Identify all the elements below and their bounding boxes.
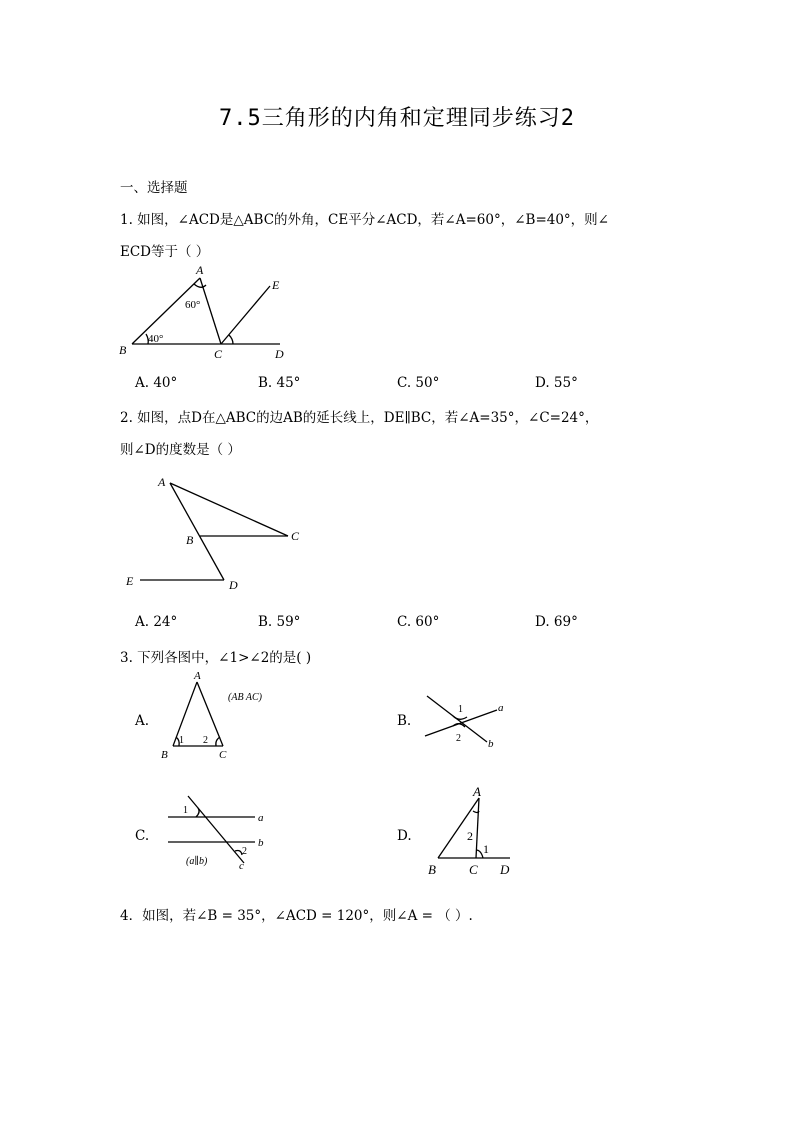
q3-option-a-figure (155, 668, 275, 763)
q3d-label-c: C (469, 862, 478, 877)
q3-option-d-figure (420, 780, 530, 880)
q2-option-b: B. 59° (258, 614, 301, 630)
page-title: 7.5三角形的内角和定理同步练习2 (219, 106, 575, 131)
q2-text-line2: 则∠D的度数是（ ） (120, 442, 241, 458)
q1-line-ba (132, 278, 200, 344)
q3a-label-b: B (161, 749, 168, 761)
q2-label-d: D (229, 578, 238, 592)
q3a-note: (AB AC) (228, 692, 262, 703)
q2-label-e: E (126, 574, 134, 588)
q2-text-line1: 2. 如图，点D在△ABC的边AB的延长线上，DE∥BC，若∠A=35°，∠C=24°， (120, 410, 599, 426)
q3c-transversal-c (188, 796, 244, 863)
q3d-label-d: D (500, 862, 510, 877)
q1-arc-a (194, 284, 206, 287)
section-heading: 一、选择题 (120, 180, 188, 196)
q3-option-c-figure (160, 788, 275, 873)
q3a-label-a: A (194, 670, 201, 682)
q1-label-b: B (119, 343, 127, 357)
q3b-label-a: a (498, 702, 504, 714)
q1-line-ce (221, 286, 270, 344)
q3-option-c-label: C. (135, 828, 150, 844)
q3b-arc-1 (453, 716, 467, 719)
q1-label-e: E (272, 278, 280, 292)
q2-label-c: C (291, 529, 300, 543)
q3a-angle-1: 1 (179, 735, 184, 746)
q3d-line-ab (438, 798, 479, 858)
q3c-angle-1: 1 (183, 805, 188, 816)
q1-line-ac (200, 278, 221, 344)
q1-text-line2: ECD等于（ ） (120, 244, 210, 260)
q3a-label-c: C (219, 749, 227, 761)
q3c-note: (a∥b) (186, 856, 208, 867)
q1-label-c: C (214, 347, 223, 361)
q3c-label-c: c (239, 860, 244, 872)
q1-angle-a-label: 60° (185, 299, 201, 311)
q1-text-line1: 1. 如图，∠ACD是△ABC的外角，CE平分∠ACD，若∠A=60°，∠B=40°，则∠ (120, 212, 609, 228)
q2-option-d: D. 69° (535, 614, 578, 630)
q1-figure (112, 262, 312, 367)
q3c-arc-1 (196, 808, 199, 817)
q3c-label-b: b (258, 837, 264, 849)
q3c-label-a: a (258, 812, 264, 824)
q1-arc-c (229, 335, 233, 344)
q2-line-ad (170, 483, 224, 580)
q3c-angle-2: 2 (242, 846, 247, 857)
q2-option-a: A. 24° (135, 614, 178, 630)
q3b-angle-1: 1 (458, 704, 463, 715)
q3d-label-b: B (428, 862, 436, 877)
q3-option-b-figure (415, 688, 525, 753)
q2-label-a: A (158, 475, 166, 489)
q1-label-a: A (196, 263, 204, 277)
q3d-angle-2: 2 (467, 829, 473, 843)
q3d-label-a: A (473, 784, 481, 799)
q3a-angle-2: 2 (203, 735, 208, 746)
q2-line-ac (170, 483, 288, 536)
q2-label-b: B (186, 533, 194, 547)
q3d-angle-1: 1 (483, 842, 489, 856)
q3a-line-ac (197, 682, 223, 746)
q3-text-line1: 3. 下列各图中，∠1>∠2的是( ) (120, 650, 312, 666)
q3b-angle-2: 2 (456, 733, 461, 744)
q3d-line-ac (476, 798, 479, 858)
q3-option-d-label: D. (397, 828, 412, 844)
q3d-arc-1 (476, 850, 483, 858)
q3-option-a-label: A. (135, 713, 150, 729)
q1-angle-b-label: 40° (148, 333, 164, 345)
q3b-label-b: b (488, 738, 494, 750)
q3-option-b-label: B. (397, 713, 412, 729)
q2-option-c: C. 60° (397, 614, 440, 630)
q1-option-c: C. 50° (397, 375, 440, 391)
q2-figure (120, 470, 320, 595)
q1-option-b: B. 45° (258, 375, 301, 391)
q4-text-line1: 4．如图，若∠B = 35°，∠ACD = 120°，则∠A = （ ）. (120, 908, 473, 924)
q3a-line-ab (173, 682, 197, 746)
q1-option-a: A. 40° (135, 375, 178, 391)
q1-option-d: D. 55° (535, 375, 578, 391)
q1-label-d: D (275, 347, 284, 361)
